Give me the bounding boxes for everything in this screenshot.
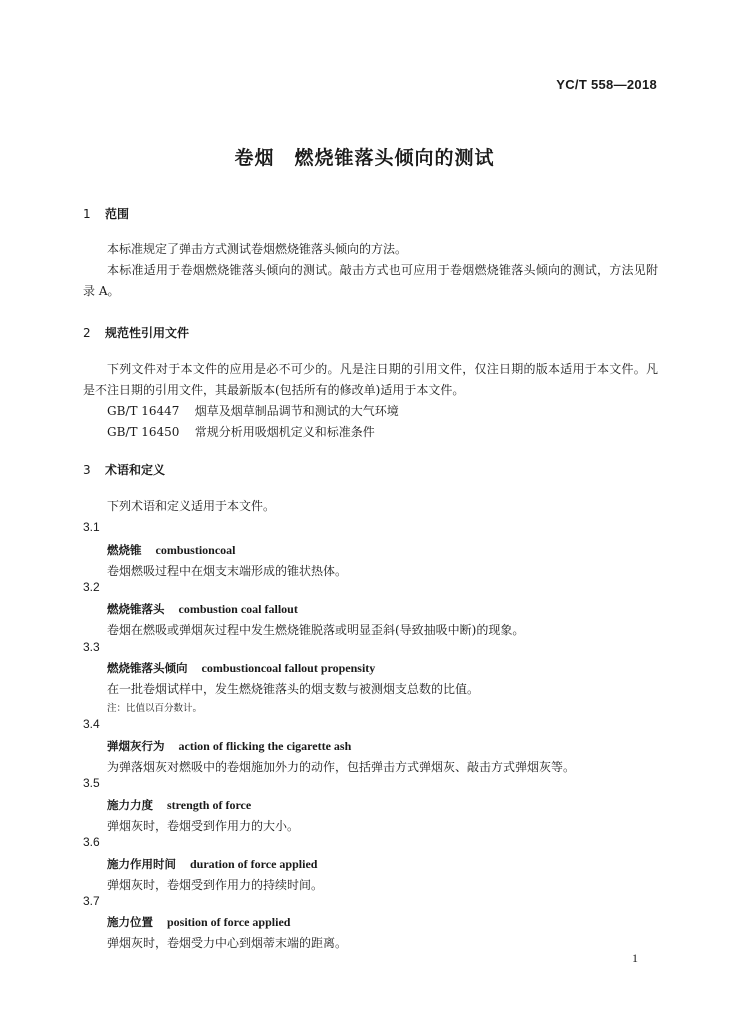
document-title: 卷烟 燃烧锥落头倾向的测试	[234, 147, 495, 169]
term-number: 3.6	[83, 835, 100, 849]
term-zh: 燃烧锥落头倾向	[107, 661, 188, 675]
term-zh: 燃烧锥	[107, 543, 142, 557]
term-definition: 在一批卷烟试样中，发生燃烧锥落头的烟支数与被测烟支总数的比值。	[107, 682, 480, 696]
paragraph: 本标准适用于卷烟燃烧锥落头倾向的测试。敲击方式也可应用于卷烟燃烧锥落头倾向的测试，方法见附录 A。	[83, 263, 658, 298]
term-zh: 施力位置	[107, 915, 153, 929]
term-name	[107, 914, 290, 930]
reference-item	[83, 422, 658, 443]
term-definition: 弹烟灰时，卷烟受力中心到烟蒂末端的距离。	[107, 936, 348, 950]
term-zh: 弹烟灰行为	[107, 739, 165, 753]
section-1-body	[83, 239, 658, 302]
section-1-heading	[83, 206, 658, 222]
section-number: 2	[83, 326, 91, 340]
reference-code: GB/T 16447	[107, 404, 180, 418]
section-3-heading	[83, 462, 658, 478]
reference-title: 常规分析用吸烟机定义和标准条件	[194, 425, 375, 439]
paragraph: 下列术语和定义适用于本文件。	[107, 499, 276, 513]
term-name	[107, 797, 251, 813]
section-title: 范围	[105, 207, 130, 221]
term-note: 注：比值以百分数计。	[107, 703, 203, 714]
term-name	[107, 660, 375, 676]
term-number: 3.3	[83, 640, 100, 654]
term-name	[107, 738, 351, 754]
section-title: 术语和定义	[105, 463, 166, 477]
term-number: 3.7	[83, 894, 100, 908]
term-definition: 弹烟灰时，卷烟受到作用力的大小。	[107, 819, 300, 833]
term-number: 3.4	[83, 717, 100, 731]
term-en: combustion coal fallout	[178, 602, 298, 616]
term-en: position of force applied	[167, 915, 291, 929]
standard-code: YC/T 558—2018	[556, 77, 657, 92]
term-number: 3.1	[83, 520, 100, 534]
term-en: action of flicking the cigarette ash	[178, 739, 352, 753]
section-2-body	[83, 359, 658, 443]
term-definition: 为弹落烟灰对燃吸中的卷烟施加外力的动作，包括弹击方式弹烟灰、敲击方式弹烟灰等。	[107, 760, 576, 774]
reference-item	[83, 401, 658, 422]
section-title: 规范性引用文件	[105, 326, 190, 340]
term-definition: 卷烟在燃吸或弹烟灰过程中发生燃烧锥脱落或明显歪斜(导致抽吸中断)的现象。	[107, 623, 525, 637]
reference-code: GB/T 16450	[107, 425, 180, 439]
section-3-intro	[83, 496, 658, 517]
paragraph: 本标准规定了弹击方式测试卷烟燃烧锥落头倾向的方法。	[107, 242, 408, 256]
term-en: combustioncoal fallout propensity	[201, 661, 376, 675]
term-definition: 弹烟灰时，卷烟受到作用力的持续时间。	[107, 878, 324, 892]
page-number: 1	[632, 951, 638, 965]
term-zh: 施力作用时间	[107, 857, 176, 871]
term-number: 3.2	[83, 580, 100, 594]
term-en: combustioncoal	[155, 543, 236, 557]
section-number: 3	[83, 463, 91, 477]
reference-title: 烟草及烟草制品调节和测试的大气环境	[194, 404, 399, 418]
term-number: 3.5	[83, 776, 100, 790]
term-en: strength of force	[167, 798, 252, 812]
term-zh: 燃烧锥落头	[107, 602, 165, 616]
term-name	[107, 601, 298, 617]
term-en: duration of force applied	[190, 857, 318, 871]
paragraph: 下列文件对于本文件的应用是必不可少的。凡是注日期的引用文件，仅注日期的版本适用于本文件。凡是不注日期的引用文件，其最新版本(包括所有的修改单)适用于本文件。	[83, 362, 658, 397]
term-name	[107, 542, 236, 558]
section-number: 1	[83, 207, 91, 221]
term-name	[107, 856, 317, 872]
section-2-heading	[83, 325, 658, 341]
term-definition: 卷烟燃吸过程中在烟支末端形成的锥状热体。	[107, 564, 348, 578]
term-zh: 施力力度	[107, 798, 153, 812]
